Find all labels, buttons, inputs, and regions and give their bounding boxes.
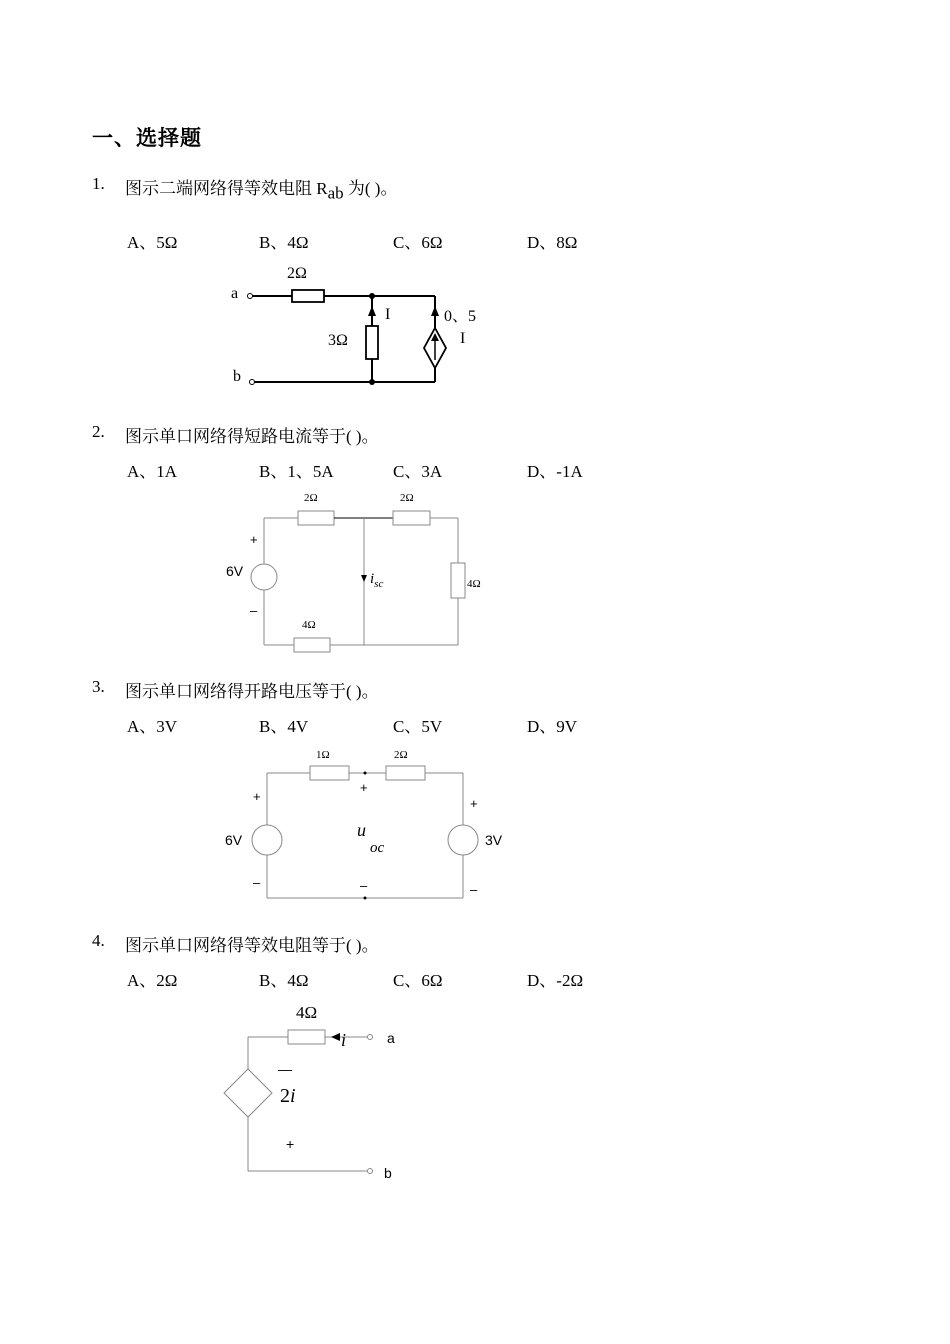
q2-minus: – xyxy=(250,603,258,618)
q1-label-r-mid: 3Ω xyxy=(328,332,348,349)
q2-label-r3: 4Ω xyxy=(467,578,481,590)
q3-option-a[interactable]: A、3V xyxy=(127,717,178,736)
q1-node-b: b xyxy=(233,368,241,385)
q4-dep-label xyxy=(280,1085,296,1107)
q3-option-b[interactable]: B、4V xyxy=(259,717,309,736)
q4-option-a[interactable]: A、2Ω xyxy=(127,971,178,990)
q3-label-r2: 2Ω xyxy=(394,749,408,761)
q1-dep-coef: 0、5 xyxy=(444,308,477,325)
q4-label-r1: 4Ω xyxy=(296,1003,318,1022)
q3-number: 3. xyxy=(92,677,105,696)
q2-text: 图示单口网络得短路电流等于( )。 xyxy=(125,427,379,446)
q2-isc-sub: sc xyxy=(374,578,384,590)
q4-option-c[interactable]: C、6Ω xyxy=(393,971,443,990)
q3-option-c[interactable]: C、5V xyxy=(393,717,443,736)
q1-option-b[interactable]: B、4Ω xyxy=(259,233,309,252)
q1-text-before: 图示二端网络得等效电阻 R xyxy=(125,179,328,198)
q1-subscript: ab xyxy=(327,183,344,203)
q2-isc-main: i xyxy=(370,571,375,587)
q4-option-d[interactable]: D、-2Ω xyxy=(527,971,584,990)
q1-option-c[interactable]: C、6Ω xyxy=(393,233,443,252)
q4-dep-coef: 2 xyxy=(280,1085,290,1107)
q1-option-a[interactable]: A、5Ω xyxy=(127,233,178,252)
q2-option-b[interactable]: B、1、5A xyxy=(259,462,334,481)
q2-label-r2: 2Ω xyxy=(400,492,414,504)
q1-label-r-top: 2Ω xyxy=(287,265,307,282)
q3-minus-mid: – xyxy=(360,878,368,893)
q4-current-label: i xyxy=(341,1030,347,1050)
q3-option-d[interactable]: D、9V xyxy=(527,717,578,736)
q3-minus-left: – xyxy=(253,875,261,890)
q2-label-r1: 2Ω xyxy=(304,492,318,504)
q4-option-b[interactable]: B、4Ω xyxy=(259,971,309,990)
q2-plus: + xyxy=(250,532,258,547)
q3-src-right: 3V xyxy=(485,832,503,848)
q4-dep-var: i xyxy=(290,1085,296,1107)
q2-source-label: 6V xyxy=(226,563,244,579)
q2-label-r4: 4Ω xyxy=(302,619,316,631)
q3-src-left: 6V xyxy=(225,832,243,848)
q4-node-a: a xyxy=(387,1030,395,1046)
q1-text-after: 为( )。 xyxy=(343,179,398,198)
q1-node-a: a xyxy=(231,285,239,302)
q2-option-c[interactable]: C、3A xyxy=(393,462,443,481)
q4-minus: — xyxy=(278,1061,292,1077)
q3-uoc-main: u xyxy=(357,820,366,840)
q4-text: 图示单口网络得等效电阻等于( )。 xyxy=(125,936,379,955)
q4-plus: + xyxy=(286,1136,295,1152)
q2-option-a[interactable]: A、1A xyxy=(127,462,178,481)
q3-minus-right: – xyxy=(470,882,478,897)
q4-node-b: b xyxy=(384,1165,392,1181)
q4-number: 4. xyxy=(92,931,105,950)
q3-plus-mid: + xyxy=(360,780,368,795)
q2-option-d[interactable]: D、-1A xyxy=(527,462,583,481)
section-heading: 一、选择题 xyxy=(92,126,202,150)
q1-number: 1. xyxy=(92,174,105,193)
q3-plus-right: + xyxy=(470,796,478,811)
q1-option-d[interactable]: D、8Ω xyxy=(527,233,578,252)
q1-current-label: I xyxy=(385,306,391,323)
q3-label-r1: 1Ω xyxy=(316,749,330,761)
q2-number: 2. xyxy=(92,422,105,441)
q3-plus-left: + xyxy=(253,789,261,804)
q3-text: 图示单口网络得开路电压等于( )。 xyxy=(125,682,379,701)
q3-uoc-sub: oc xyxy=(370,840,385,856)
q1-dep-var: I xyxy=(460,330,466,347)
